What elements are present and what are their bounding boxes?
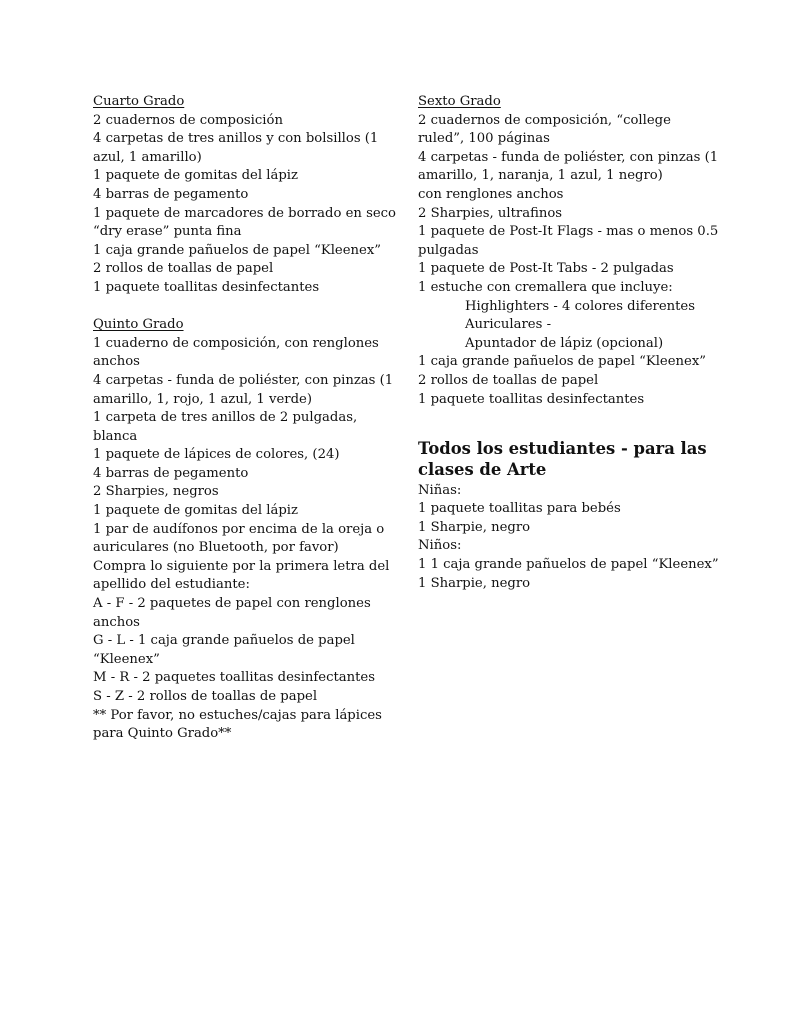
indented-list-item: Highlighters - 4 colores diferentes (465, 298, 695, 314)
list-item: Niñas: (418, 482, 462, 498)
list-item: 1 caja grande pañuelos de papel “Kleenex” (93, 242, 382, 258)
left-column (93, 93, 396, 744)
list-item: 1 paquete de Post-It Flags - mas o menos 0.5 (418, 224, 719, 240)
list-item: anchos (93, 614, 140, 630)
list-item: 1 paquete toallitas desinfectantes (418, 391, 645, 407)
list-item: 2 cuadernos de composición, “college (418, 112, 671, 128)
list-item: para Quinto Grado** (93, 726, 232, 742)
list-item: 1 Sharpie, negro (418, 575, 531, 591)
list-item: amarillo, 1, naranja, 1 azul, 1 negro) (418, 168, 663, 184)
list-item: 4 barras de pegamento (93, 186, 249, 202)
list-item: 4 carpetas - funda de poliéster, con pinzas (1 (93, 372, 394, 388)
list-item: 2 cuadernos de composición (93, 112, 283, 128)
list-item: G - L - 1 caja grande pañuelos de papel (93, 633, 355, 649)
list-item: 4 carpetas de tres anillos y con bolsillos (1 (93, 131, 379, 147)
section-sexto-grado (418, 93, 718, 409)
section-title: Cuarto Grado (93, 94, 185, 109)
list-item: 1 paquete de Post-It Tabs - 2 pulgadas (418, 261, 674, 277)
right-column (418, 93, 718, 593)
list-item: anchos (93, 354, 140, 370)
art-heading-line: clases de Arte (418, 460, 547, 480)
list-item: con renglones anchos (418, 186, 564, 202)
list-item: M - R - 2 paquetes toallitas desinfectantes (93, 670, 375, 686)
list-item: 1 par de audífonos por encima de la oreja o (93, 521, 385, 537)
list-item: Compra lo siguiente por la primera letra del (93, 558, 390, 574)
section-title: Sexto Grado (418, 94, 501, 109)
list-item: 1 paquete de gomitas del lápiz (93, 168, 298, 184)
list-item: azul, 1 amarillo) (93, 149, 202, 165)
list-item: 2 Sharpies, ultrafinos (418, 205, 563, 221)
list-item: 1 paquete de gomitas del lápiz (93, 503, 298, 519)
list-item: amarillo, 1, rojo, 1 azul, 1 verde) (93, 391, 312, 407)
list-item: pulgadas (418, 242, 479, 258)
list-item: 1 carpeta de tres anillos de 2 pulgadas, (93, 410, 358, 426)
list-item: 4 barras de pegamento (93, 465, 249, 481)
list-item: 1 cuaderno de composición, con renglones (93, 335, 379, 351)
list-item: “dry erase” punta fina (93, 224, 242, 240)
spacer (93, 298, 383, 317)
section-cuarto-grado (93, 93, 396, 298)
list-item: ruled”, 100 páginas (418, 131, 550, 147)
list-item: 1 Sharpie, negro (418, 519, 531, 535)
list-item: “Kleenex” (93, 651, 160, 667)
list-item: 1 paquete toallitas desinfectantes (93, 279, 320, 295)
section-arte (418, 438, 718, 594)
list-item: blanca (93, 428, 138, 444)
list-item: 1 paquete de marcadores de borrado en seco (93, 205, 396, 221)
art-heading-line: Todos los estudiantes - para las (418, 438, 707, 458)
list-item: 2 rollos de toallas de papel (93, 261, 274, 277)
section-quinto-grado (93, 316, 394, 744)
list-item: S - Z - 2 rollos de toallas de papel (93, 689, 318, 704)
list-item: auriculares (no Bluetooth, por favor) (93, 540, 339, 556)
list-item: 4 carpetas - funda de poliéster, con pinzas (1 (418, 149, 719, 165)
list-item: 2 rollos de toallas de papel (418, 372, 599, 388)
list-item: Niños: (418, 538, 462, 554)
list-item: 1 estuche con cremallera que incluye: (418, 279, 673, 295)
list-item: 1 caja grande pañuelos de papel “Kleenex” (418, 354, 707, 370)
list-item: apellido del estudiante: (93, 577, 250, 593)
art-heading (418, 438, 718, 481)
list-item: 1 paquete toallitas para bebés (418, 501, 621, 517)
list-item: 1 1 caja grande pañuelos de papel “Kleenex” (418, 557, 719, 573)
section-title: Quinto Grado (93, 317, 184, 333)
indented-list-item: Auriculares - (465, 317, 552, 333)
list-item: A - F - 2 paquetes de papel con renglones (93, 596, 371, 612)
indented-list-item: Apuntador de lápiz (opcional) (465, 335, 664, 351)
list-item: 1 paquete de lápices de colores, (24) (93, 447, 340, 463)
list-item: ** Por favor, no estuches/cajas para lápices (93, 707, 382, 723)
list-item: 2 Sharpies, negros (93, 484, 219, 500)
spacer (418, 409, 718, 428)
